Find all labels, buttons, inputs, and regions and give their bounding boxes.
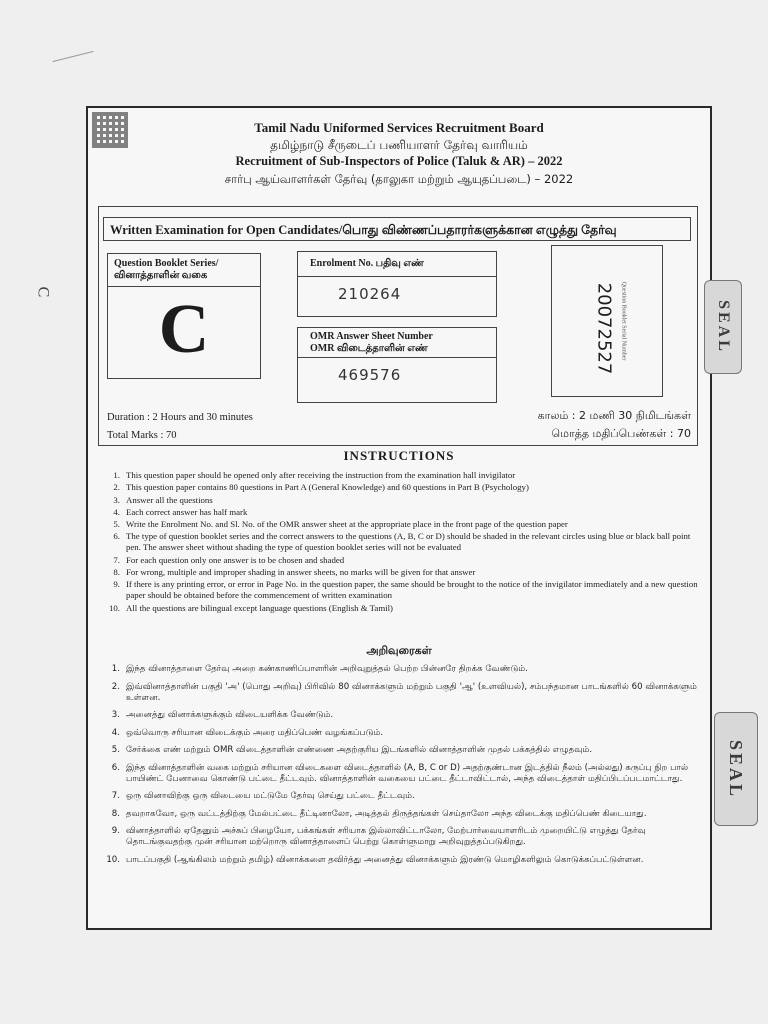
recruitment-title-en: Recruitment of Sub-Inspectors of Police (Taluk & AR) – 2022: [235, 154, 563, 168]
instruction-item: 8. For wrong, multiple and improper shading in answer sheets, no marks will be given for that answer: [113, 567, 476, 578]
seal-sticker-bottom: SEAL: [714, 712, 758, 826]
instruction-item-ta: 8. தவறாகவோ, ஒரு வட்டத்திற்கு மேல்பட்டை தீட்டினாலோ, அடித்தல் திருத்தங்கள் செய்தாலோ அந்த விடைக்கு மதிப்பெண் கிடையாது.: [111, 808, 647, 819]
omr-label-en: OMR Answer Sheet Number: [310, 331, 433, 342]
enrolment-value[interactable]: 210264: [338, 285, 402, 303]
duration-ta: காலம் : 2 மணி 30 நிமிடங்கள்: [537, 409, 691, 422]
instruction-item: 6. The type of question booklet series and the correct answers to the questions (A, B, C or D) should be shaded in the relevant circles using blue or black ball point pen. The answer sheet without shading the type of question booklet series will not be evaluated: [113, 531, 691, 553]
total-marks-ta: மொத்த மதிப்பெண்கள் : 70: [551, 427, 691, 440]
board-name-ta: தமிழ்நாடு சீருடைப் பணியாளர் தேர்வு வாரியம்: [270, 138, 528, 152]
omr-label-ta: OMR விடைத்தாளின் எண்: [310, 343, 428, 354]
instruction-item-ta: 9. வினாத்தாளில் ஏதேனும் அச்சுப் பிழையோ, பக்கங்கள் சரியாக இல்லாவிட்டாலோ, மேற்பார்வையாளரிடம் முறையிட்டு எழுத்து தேர்வு தொடங்குவதற்கு முன் சரியான மற்றொரு வினாத்தாளைப் பெற்று கொள்ளுமாறு அறிவுறுத்தப்படுகிறது.: [111, 826, 646, 847]
seal-sticker-top: SEAL: [704, 280, 742, 374]
instruction-item: 2. This question paper contains 80 questions in Part A (General Knowledge) and 60 questions in Part B (Psychology): [113, 482, 529, 493]
instruction-item: 5. Write the Enrolment No. and Sl. No. of the OMR answer sheet at the appropriate place in the front page of the question paper: [113, 519, 568, 530]
instruction-item-ta: 2. இவ்வினாத்தாளின் பகுதி 'அ' (பொது அறிவு) பிரிவில் 80 வினாக்களும் மற்றும் பகுதி 'ஆ' (உளவியல்), சம்பந்தமான பாடங்களில் 60 வினாக்களும் உள்ளன.: [111, 681, 697, 703]
instruction-item-ta: 4. ஒவ்வொரு சரியான விடைக்கும் அரை மதிப்பெண் வழங்கப்படும்.: [111, 727, 384, 738]
booklet-series-value: C: [158, 291, 210, 368]
instructions-title: INSTRUCTIONS: [343, 448, 455, 463]
exam-title: Written Examination for Open Candidates/பொது விண்ணப்பதாரர்களுக்கான எழுத்து தேர்வு: [103, 217, 691, 241]
instruction-item-ta: 5. சேர்க்கை எண் மற்றும் OMR விடைத்தாளின் எண்ணை அதற்குரிய இடங்களில் வினாத்தாளின் முதல் பக்கத்தில் எழுதவும்.: [111, 745, 593, 755]
serial-number: 20072527: [593, 282, 615, 375]
side-series-mark: C: [34, 286, 52, 300]
instruction-item: 1. This question paper should be opened only after receiving the instruction from the examination hall invigilator: [113, 470, 516, 480]
serial-number-box: [551, 245, 663, 397]
pen-mark: [53, 51, 94, 62]
booklet-series-box: [107, 253, 261, 379]
omr-number-box: [297, 327, 497, 403]
omr-label: [298, 328, 496, 358]
instruction-item: 4. Each correct answer has half mark: [113, 506, 248, 517]
booklet-series-label: Question Booklet Series/ வினாத்தாளின் வகை: [108, 254, 260, 287]
instruction-item-ta: 7. ஒரு வினாவிற்கு ஒரு விடையை மட்டுமே தேர்வு செய்து பட்டை தீட்டவும்.: [111, 791, 415, 801]
instruction-item-ta: 10. பாடப்பகுதி (ஆங்கிலம் மற்றும் தமிழ்) வினாக்களை தவிர்த்து அனைத்து வினாக்களும் இரண்டு மொழிகளிலும் கொடுக்கப்பட்டுள்ளன.: [106, 854, 644, 865]
instruction-item-ta: 1. இந்த வினாத்தாளை தேர்வு அறை கண்காணிப்பாளரின் அறிவுறுத்தல் பெற்ற பின்னரே திறக்க வேண்டும்.: [111, 664, 528, 674]
instruction-item-ta: 3. அனைத்து வினாக்களுக்கும் விடையளிக்க வேண்டும்.: [111, 710, 334, 720]
instructions-list-en: [102, 470, 698, 615]
serial-number-label: Question Booklet Serial Number: [620, 281, 627, 361]
instructions-list-ta: [102, 664, 698, 872]
candidate-details-frame: [98, 206, 698, 446]
total-marks-en: Total Marks : 70: [107, 430, 177, 441]
recruitment-title-ta: சார்பு ஆய்வாளர்கள் தேர்வு (தாலுகா மற்றும் ஆயுதப்படை) – 2022: [224, 172, 574, 186]
enrolment-label: Enrolment No. பதிவு எண்: [298, 252, 496, 277]
instruction-item: 10. All the questions are bilingual except language questions (English & Tamil): [109, 602, 393, 613]
instruction-item-ta: 6. இந்த வினாத்தாளின் வகை மற்றும் சரியான விடைகளை விடைத்தாளில் (A, B, C or D) அதற்குண்டான இடத்தில் நீலம் (அல்லது) கருப்பு நிற பால் பாயிண்ட் பேனாவை கொண்டு பட்டை தீட்டவும். வினாத்தாளின் வகையை பட்டை தீட்டாவிட்டால், அந்த விடைத்தாள் மதிப்பிடப்படமாட்டாது.: [111, 762, 689, 784]
instructions-title-ta: அறிவுரைகள்: [366, 644, 432, 657]
enrolment-box: [297, 251, 497, 317]
board-name-en: Tamil Nadu Uniformed Services Recruitment Board: [254, 120, 544, 135]
instruction-item: 3. Answer all the questions: [113, 494, 213, 505]
omr-value[interactable]: 469576: [338, 366, 402, 384]
instruction-item: 7. For each question only one answer is to be chosen and shaded: [113, 554, 345, 565]
question-booklet-cover: [86, 106, 712, 930]
duration-en: Duration : 2 Hours and 30 minutes: [107, 412, 253, 423]
instruction-item: 9. If there is any printing error, or error in Page No. in the question paper, the same should be brought to the notice of the invigilator immediately and a new question paper should be obtained before the commencement of written examination: [113, 579, 698, 601]
